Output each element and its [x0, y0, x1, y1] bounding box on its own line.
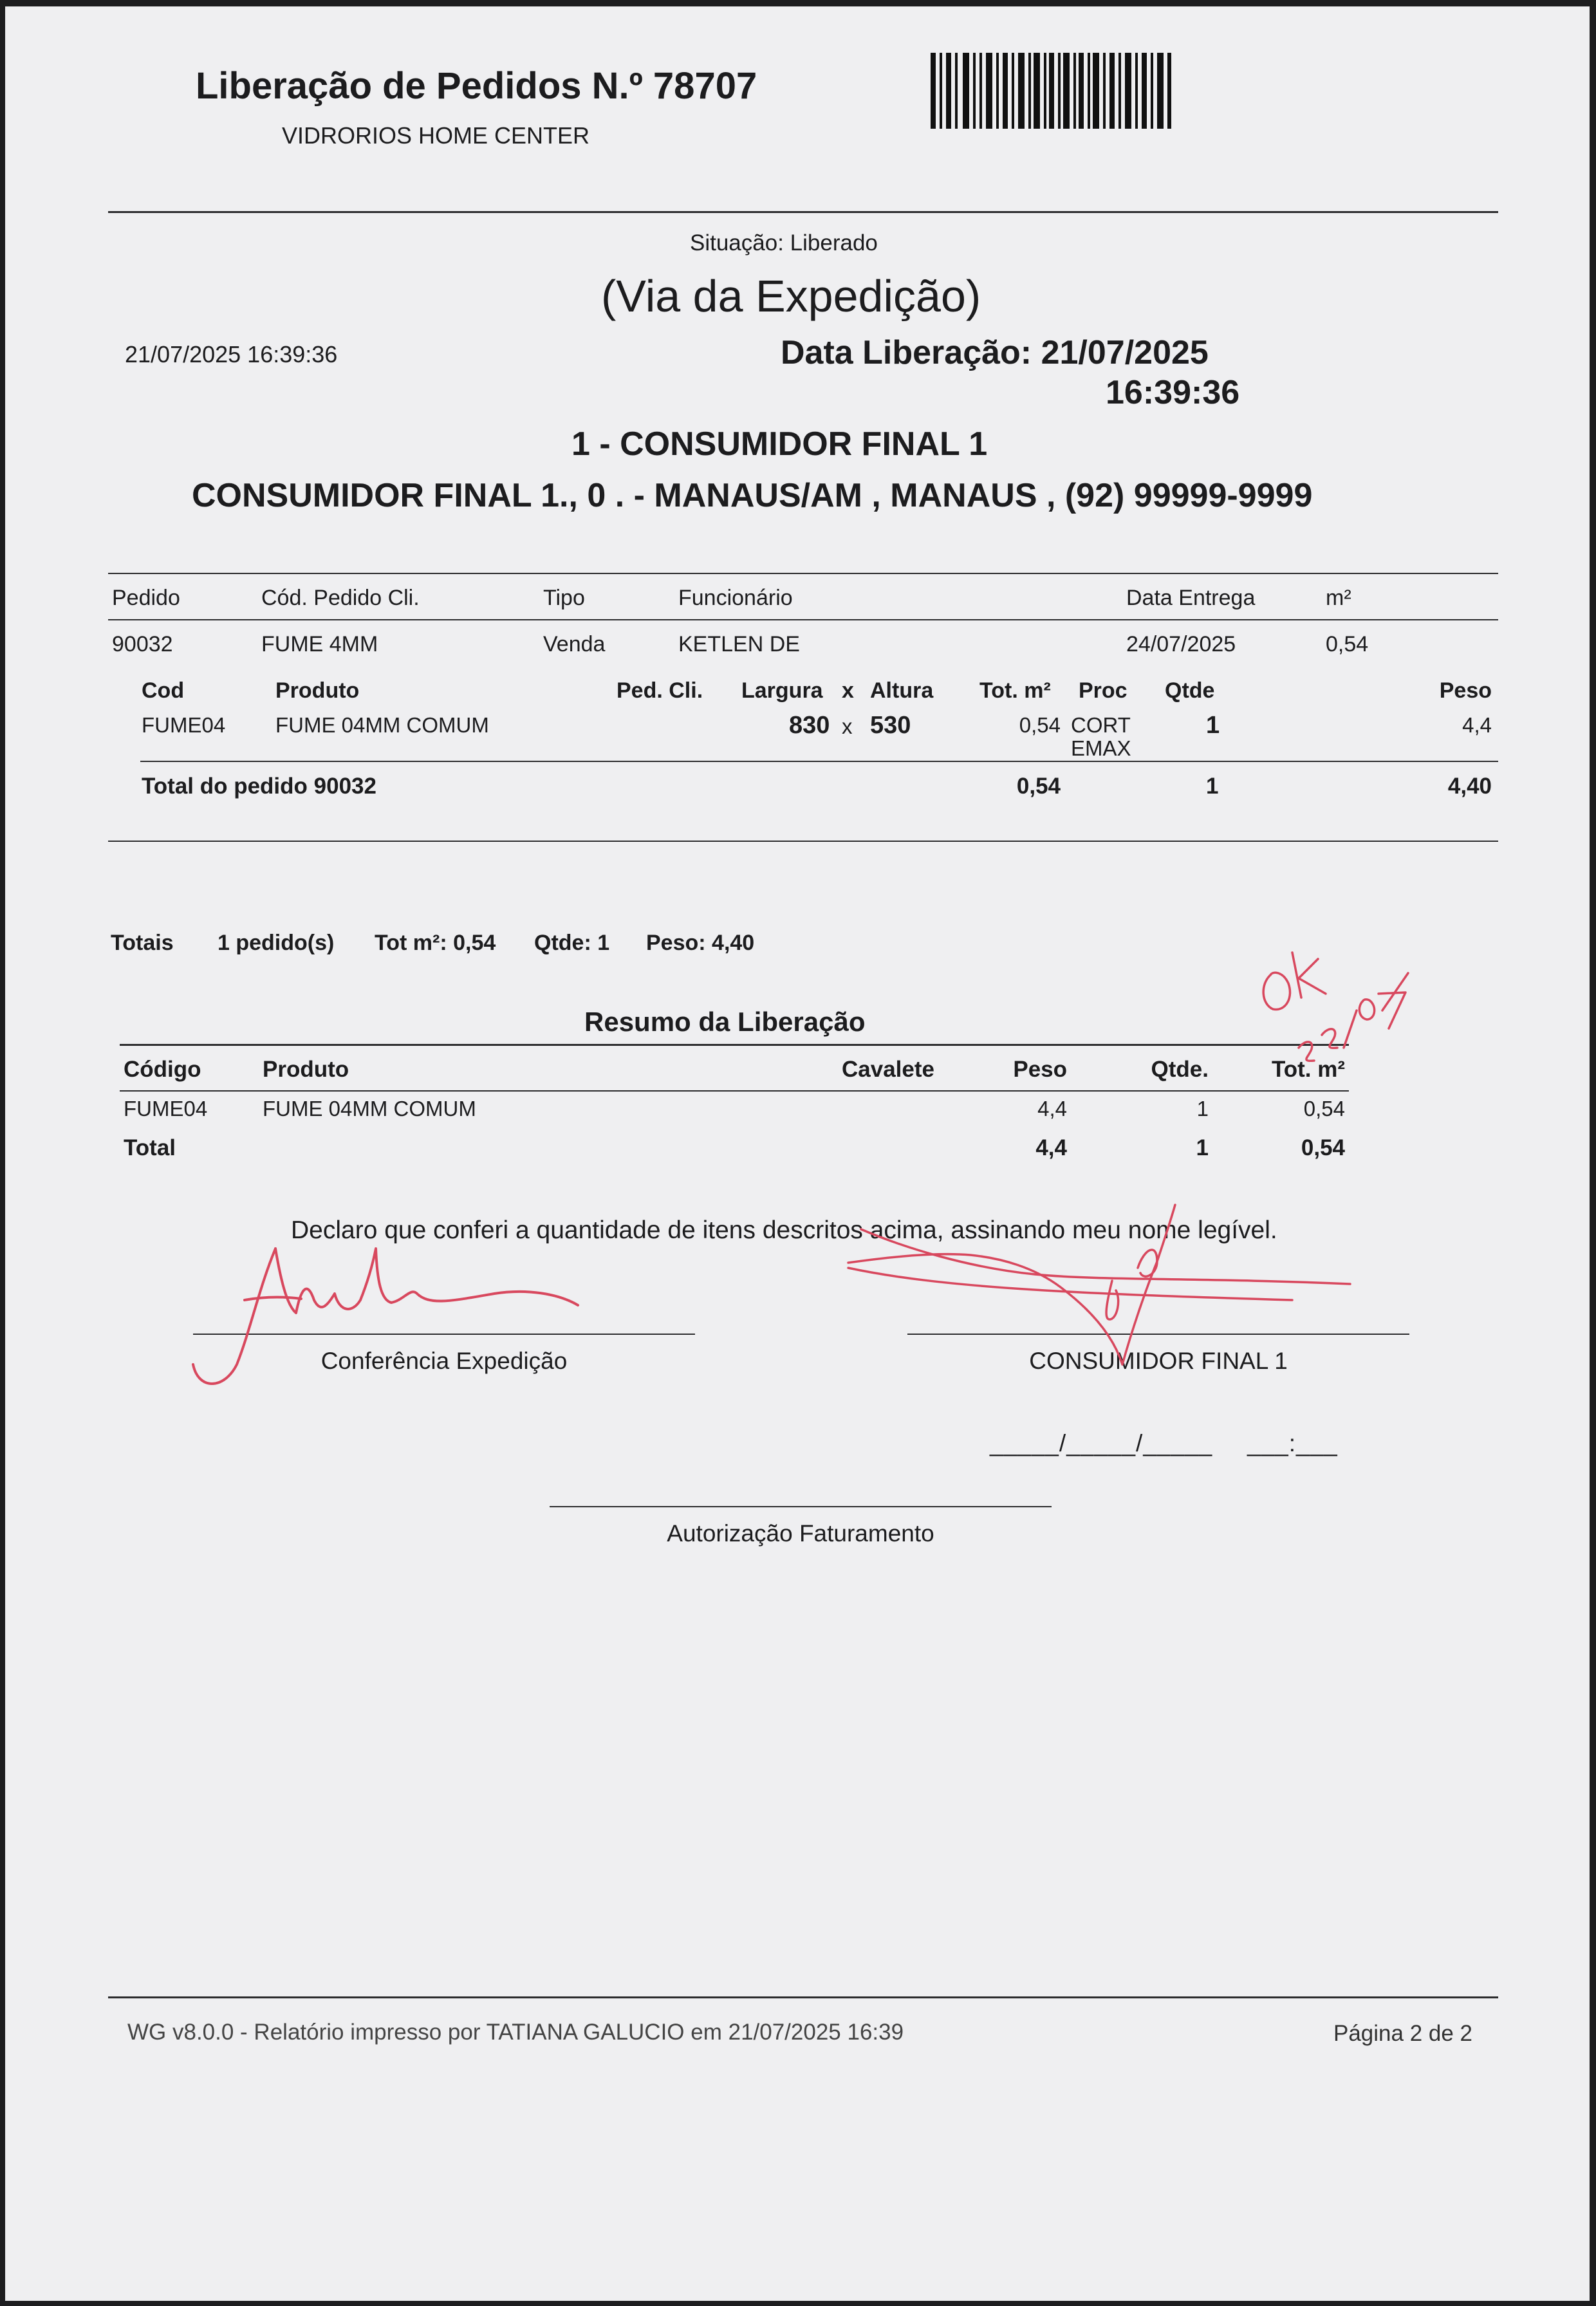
col-x: x [842, 678, 854, 703]
summary-col-qtde: Qtde. [1151, 1057, 1209, 1082]
item-tot-m2: 0,54 [1019, 713, 1061, 737]
handwritten-annotations [5, 6, 1590, 2301]
customer-address: CONSUMIDOR FINAL 1., 0 . - MANAUS/AM , MANAUS , (92) 99999-9999 [192, 477, 1313, 514]
expedicao-signature [193, 1249, 578, 1384]
signature-time-blank: ___:___ [1247, 1430, 1338, 1456]
order-total-label: Total do pedido 90032 [142, 774, 376, 799]
signature-date-blank: _____/_____/_____ [990, 1430, 1213, 1456]
col-cod-pedido-cli: Cód. Pedido Cli. [261, 586, 420, 610]
item-cod: FUME04 [142, 713, 226, 737]
consumidor-signature [848, 1205, 1350, 1364]
col-tipo: Tipo [543, 586, 585, 610]
totals-pedidos: 1 pedido(s) [218, 931, 335, 955]
summary-total-tot-m2: 0,54 [1301, 1135, 1345, 1160]
item-x: x [842, 714, 853, 738]
order-total-m2: 0,54 [1016, 774, 1061, 799]
col-peso: Peso [1439, 678, 1492, 703]
item-largura: 830 [789, 712, 830, 739]
item-qtde: 1 [1206, 712, 1220, 739]
item-altura: 530 [870, 712, 911, 739]
col-m2: m² [1326, 586, 1351, 610]
summary-col-tot-m2: Tot. m² [1271, 1057, 1345, 1082]
summary-row-qtde: 1 [1196, 1097, 1209, 1120]
summary-col-codigo: Código [124, 1057, 201, 1082]
customer-name: 1 - CONSUMIDOR FINAL 1 [571, 425, 988, 463]
release-date: Data Liberação: 21/07/2025 [781, 334, 1209, 371]
totals-label: Totais [111, 931, 174, 955]
document-title: Liberação de Pedidos N.º 78707 [196, 65, 757, 107]
col-funcionario: Funcionário [678, 586, 793, 610]
summary-row-produto: FUME 04MM COMUM [263, 1097, 476, 1120]
col-cod: Cod [142, 678, 185, 703]
summary-row-peso: 4,4 [1037, 1097, 1067, 1120]
col-altura: Altura [870, 678, 934, 703]
signature-label-expedicao: Conferência Expedição [320, 1348, 568, 1374]
summary-col-peso: Peso [1013, 1057, 1067, 1082]
summary-row-codigo: FUME04 [124, 1097, 208, 1120]
document-page [5, 6, 1590, 2301]
status-text: Situação: Liberado [690, 230, 878, 256]
item-proc-line1: CORT [1071, 713, 1131, 737]
footer-divider [108, 1996, 1498, 1998]
declaration-text: Declaro que conferi a quantidade de itens descritos acima, assinando meu nome legível. [291, 1216, 1277, 1244]
footer-page-number: Página 2 de 2 [1333, 2021, 1472, 2046]
order-number: 90032 [112, 632, 173, 656]
summary-col-cavalete: Cavalete [842, 1057, 934, 1082]
order-delivery-date: 24/07/2025 [1126, 632, 1236, 656]
summary-col-produto: Produto [263, 1057, 349, 1082]
order-type: Venda [543, 632, 606, 656]
col-produto: Produto [275, 678, 360, 703]
signature-label-consumidor: CONSUMIDOR FINAL 1 [1029, 1348, 1288, 1374]
copy-type: (Via da Expedição) [601, 271, 981, 321]
item-produto: FUME 04MM COMUM [275, 713, 489, 737]
order-total-qtde: 1 [1206, 774, 1219, 799]
order-client-code: FUME 4MM [261, 632, 378, 656]
company-name: VIDRORIOS HOME CENTER [282, 122, 590, 149]
summary-total-peso: 4,4 [1035, 1135, 1067, 1160]
summary-total-qtde: 1 [1196, 1135, 1209, 1160]
col-pedido: Pedido [112, 586, 180, 610]
order-m2: 0,54 [1326, 632, 1369, 656]
summary-title: Resumo da Liberação [584, 1007, 866, 1037]
col-data-entrega: Data Entrega [1126, 586, 1256, 610]
footer-report-info: WG v8.0.0 - Relatório impresso por TATIANA GALUCIO em 21/07/2025 16:39 [127, 2020, 904, 2045]
summary-row-tot-m2: 0,54 [1303, 1097, 1345, 1120]
col-tot-m2: Tot. m² [979, 678, 1051, 703]
print-datetime: 21/07/2025 16:39:36 [125, 341, 338, 367]
order-employee: KETLEN DE [678, 632, 800, 656]
col-ped-cli: Ped. Cli. [617, 678, 703, 703]
col-proc: Proc [1079, 678, 1127, 703]
ok-date-note [1263, 953, 1408, 1061]
totals-m2: Tot m²: 0,54 [375, 931, 496, 955]
order-total-peso: 4,40 [1447, 774, 1492, 799]
summary-total-label: Total [124, 1135, 176, 1160]
col-qtde: Qtde [1165, 678, 1215, 703]
release-time: 16:39:36 [1106, 374, 1240, 411]
item-proc-line2: EMAX [1071, 736, 1131, 760]
item-peso: 4,4 [1462, 713, 1492, 737]
totals-qtde: Qtde: 1 [534, 931, 610, 955]
signature-label-faturamento: Autorização Faturamento [667, 1520, 934, 1547]
col-largura: Largura [741, 678, 823, 703]
totals-peso: Peso: 4,40 [646, 931, 755, 955]
